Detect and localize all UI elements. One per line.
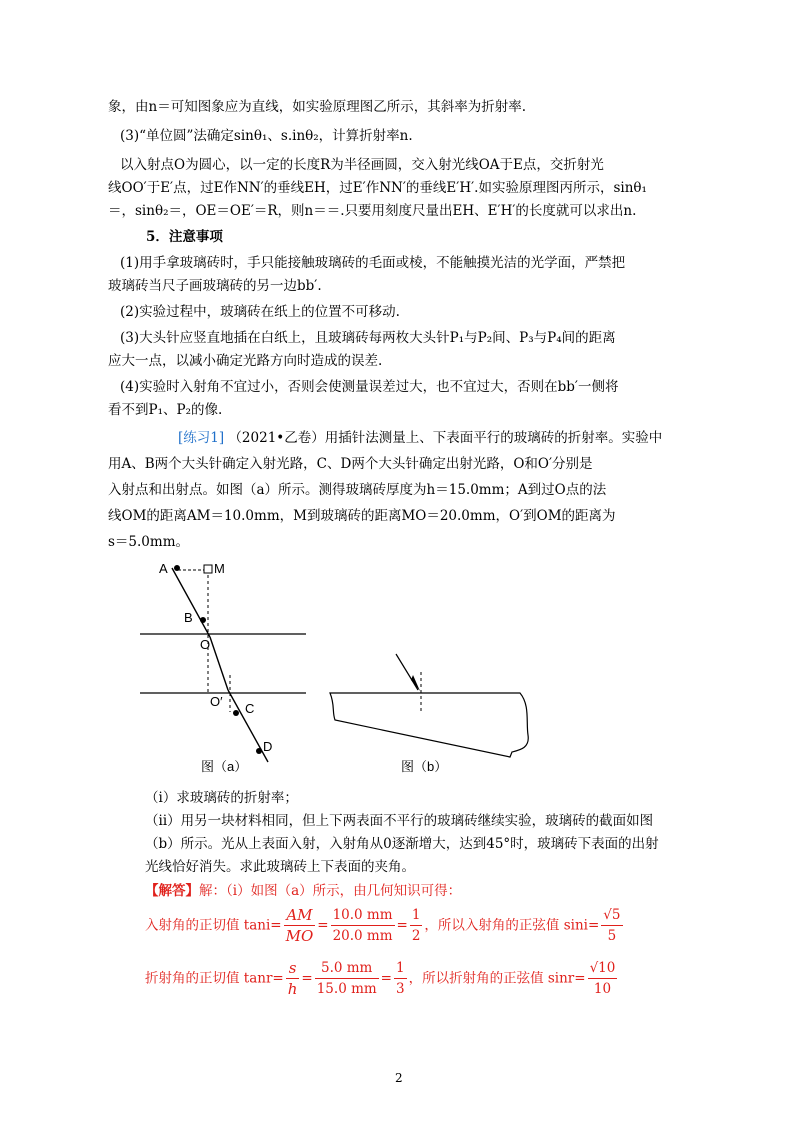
text-line: 应大一点，以减小确定光路方向时造成的误差. — [108, 353, 383, 369]
exercise-text: （2021•乙卷）用插针法测量上、下表面平行的玻璃砖的折射率。实验中 — [228, 430, 663, 446]
text-line: (3)大头针应竖直地插在白纸上，且玻璃砖每两枚大头针P₁与P₂间、P₃与P₄间的距离 — [120, 330, 616, 346]
section-heading: 5．注意事项 — [146, 229, 223, 245]
exercise-line: s＝5.0mm。 — [108, 534, 189, 550]
formula-row-2: 折射角的正切值 tanr= $\frac{s}{h}$ = $\frac{5.0 mm}{15.0 mm}$ = $\frac{1}{3}$ ，所以折射角的正弦值 sinr= $\frac{√10}{10}$ — [145, 959, 616, 998]
label-b: B — [184, 610, 193, 625]
text-line: ＝，sinθ₂＝，OE＝OE′＝R，则n＝＝.只要用刻度尺量出EH、E′H′的长度就可以求出n. — [108, 203, 637, 219]
pin-b-dot — [200, 617, 206, 623]
fraction: $\frac{√5}{5}$ — [603, 907, 621, 944]
fraction: $\frac{√10}{10}$ — [589, 960, 616, 997]
figure-a — [140, 565, 306, 762]
question-2: （ⅱ）用另一块材料相同，但上下两表面不平行的玻璃砖继续实验，玻璃砖的截面如图 — [145, 813, 654, 829]
label-d: D — [263, 739, 273, 754]
page-number: 2 — [395, 1071, 403, 1085]
fraction: $\frac{s}{h}$ — [287, 959, 298, 998]
label-o-prime: O′ — [210, 694, 223, 709]
text-line: 线OO′于E′点，过E作NN′的垂线EH，过E′作NN′的垂线E′H′.如实验原理图丙所示，sinθ₁ — [108, 180, 647, 196]
formula-text: ，所以入射角的正弦值 sini= — [424, 917, 600, 934]
answer-intro-text: 解：（ⅰ）如图（a）所示，由几何知识可得： — [199, 883, 462, 899]
text-line: 玻璃砖当尺子画玻璃砖的另一边bb′. — [108, 278, 322, 294]
figure-b — [330, 654, 528, 757]
text-line: (2)实验过程中，玻璃砖在纸上的位置不可移动. — [120, 304, 400, 320]
caption-a: 图（a） — [201, 759, 248, 774]
fraction: $\frac{1}{2}$ — [411, 907, 421, 944]
question-2: （b）所示。光从上表面入射，入射角从0逐渐增大，达到45°时，玻璃砖下表面的出射 — [145, 836, 659, 852]
fraction: $\frac{5.0 mm}{15.0 mm}$ — [316, 960, 377, 997]
fraction: $\frac{AM}{MO}$ — [285, 906, 314, 945]
exercise-line: 线OM的距离AM＝10.0mm，M到玻璃砖的距离MO＝20.0mm，O′到OM的距离为 — [108, 508, 616, 524]
question-1: （ⅰ）求玻璃砖的折射率； — [145, 790, 298, 806]
formula-row-1: 入射角的正切值 tani= $\frac{AM}{MO}$ = $\frac{10.0 mm}{20.0 mm}$ = $\frac{1}{2}$ ，所以入射角的正弦值 sini= $\frac{√5}{5}$ — [145, 906, 621, 945]
label-c: C — [245, 701, 255, 716]
text-line: (4)实验时入射角不宜过小，否则会使测量误差过大，也不宜过大，否则在bb′一侧将 — [120, 379, 619, 395]
pin-c-dot — [233, 710, 239, 716]
label-m: M — [214, 561, 225, 576]
formula-text: ，所以折射角的正弦值 sinr= — [408, 970, 586, 987]
arrow-icon — [411, 675, 420, 691]
text-line: 看不到P₁、P₂的像. — [108, 402, 223, 418]
text-line: 以入射点O为圆心，以一定的长度R为半径画圆，交入射光线OA于E点，交折射光 — [120, 157, 604, 173]
caption-b: 图（b） — [401, 759, 448, 774]
pin-d-dot — [256, 748, 262, 754]
answer-intro — [145, 881, 461, 901]
question-2: 光线恰好消失。求此玻璃砖上下表面的夹角。 — [145, 859, 415, 875]
text-line: (1)用手拿玻璃砖时，手只能接触玻璃砖的毛面或棱，不能触摸光洁的光学面，严禁把 — [120, 255, 626, 271]
fraction: $\frac{1}{3}$ — [395, 960, 405, 997]
exercise-line: 入射点和出射点。如图（a）所示。测得玻璃砖厚度为h＝15.0mm；A到过O点的法 — [108, 482, 607, 498]
label-a: A — [159, 561, 168, 576]
formula-text: 折射角的正切值 tanr= — [145, 970, 284, 987]
exercise-line: 用A、B两个大头针确定入射光路，C、D两个大头针确定出射光路，O和O′分别是 — [108, 456, 593, 472]
answer-tag: 【解答】 — [145, 883, 199, 899]
formula-text: 入射角的正切值 tani= — [145, 917, 282, 934]
label-o: O — [200, 637, 211, 652]
text-line: (3)“单位圆”法确定sinθ₁、s.inθ₂，计算折射率n. — [120, 128, 413, 144]
text-line: 象，由n＝可知图象应为直线，如实验原理图乙所示，其斜率为折射率. — [108, 99, 526, 115]
pin-a-dot — [174, 565, 180, 571]
exercise-tag: [练习1] — [178, 430, 225, 446]
fraction: $\frac{10.0 mm}{20.0 mm}$ — [332, 907, 393, 944]
